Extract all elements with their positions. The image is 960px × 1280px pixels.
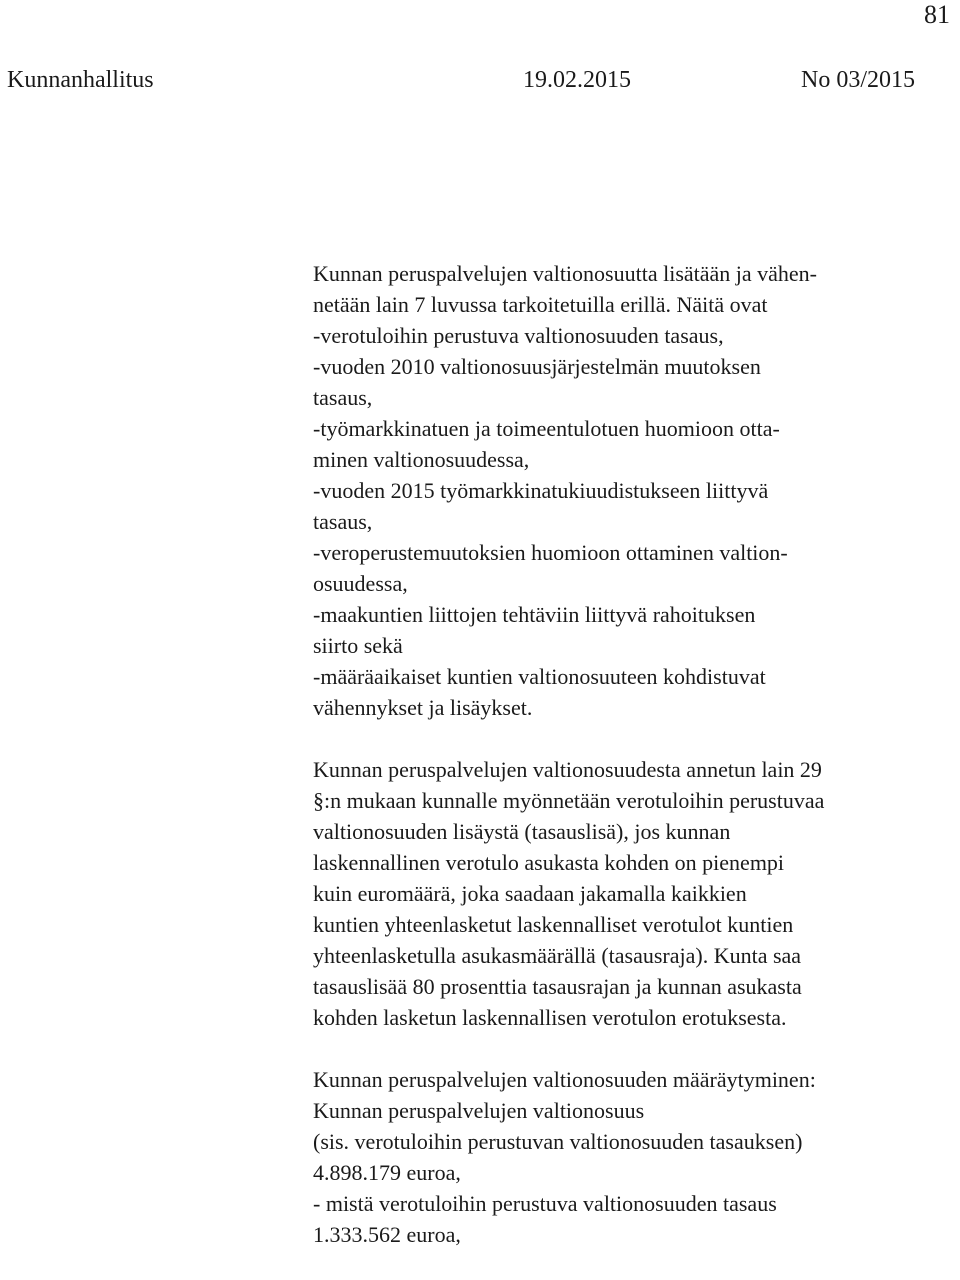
text-line: - mistä verotuloihin perustuva valtionosuuden tasaus <box>313 1191 777 1216</box>
text-line: §:n mukaan kunnalle myönnetään verotuloihin perustuvaa <box>313 788 825 813</box>
text-line: laskennallinen verotulo asukasta kohden on pienempi <box>313 850 785 875</box>
text-line: -verotuloihin perustuva valtionosuuden tasaus, <box>313 323 724 348</box>
text-line: valtionosuuden lisäystä (tasauslisä), jos kunnan <box>313 819 731 844</box>
text-line: netään lain 7 luvussa tarkoitetuilla erillä. Näitä ovat <box>313 292 768 317</box>
text-line: -määräaikaiset kuntien valtionosuuteen kohdistuvat <box>313 664 766 689</box>
text-line: Kunnan peruspalvelujen valtionosuuden määräytyminen: <box>313 1067 816 1092</box>
text-line: 1.333.562 euroa, <box>313 1222 461 1247</box>
paragraph-valtionosuus-adjustments <box>313 258 958 723</box>
text-line: siirto sekä <box>313 633 403 658</box>
text-line: -vuoden 2015 työmarkkinatukiuudistukseen liittyvä <box>313 478 769 503</box>
text-line: Kunnan peruspalvelujen valtionosuudesta annetun lain 29 <box>313 757 822 782</box>
page-number: 81 <box>924 0 950 29</box>
text-line: minen valtionosuudessa, <box>313 447 530 472</box>
text-line: tasauslisää 80 prosenttia tasausrajan ja kunnan asukasta <box>313 974 802 999</box>
text-line: kuntien yhteenlasketut laskennalliset verotulot kuntien <box>313 912 794 937</box>
text-line: -maakuntien liittojen tehtäviin liittyvä rahoituksen <box>313 602 756 627</box>
paragraph-tasauslisa <box>313 754 958 1033</box>
header-organization: Kunnanhallitus <box>7 67 154 93</box>
text-line: tasaus, <box>313 509 373 534</box>
text-line: vähennykset ja lisäykset. <box>313 695 533 720</box>
text-line: -vuoden 2010 valtionosuusjärjestelmän muutoksen <box>313 354 761 379</box>
paragraph-maaraytyminen <box>313 1064 958 1250</box>
text-line: Kunnan peruspalvelujen valtionosuutta lisätään ja vähen- <box>313 261 818 286</box>
text-line: osuudessa, <box>313 571 408 596</box>
header-meeting-number: No 03/2015 <box>801 67 915 93</box>
text-line: 4.898.179 euroa, <box>313 1160 461 1185</box>
header-date: 19.02.2015 <box>523 67 631 93</box>
text-line: (sis. verotuloihin perustuvan valtionosuuden tasauksen) <box>313 1129 803 1154</box>
text-line: tasaus, <box>313 385 373 410</box>
text-line: kohden lasketun laskennallisen verotulon erotuksesta. <box>313 1005 787 1030</box>
text-line: kuin euromäärä, joka saadaan jakamalla kaikkien <box>313 881 747 906</box>
text-line: -veroperustemuutoksien huomioon ottaminen valtion- <box>313 540 788 565</box>
text-line: yhteenlasketulla asukasmäärällä (tasausraja). Kunta saa <box>313 943 802 968</box>
text-line: Kunnan peruspalvelujen valtionosuus <box>313 1098 645 1123</box>
document-body <box>313 258 958 1250</box>
text-line: -työmarkkinatuen ja toimeentulotuen huomioon otta- <box>313 416 780 441</box>
